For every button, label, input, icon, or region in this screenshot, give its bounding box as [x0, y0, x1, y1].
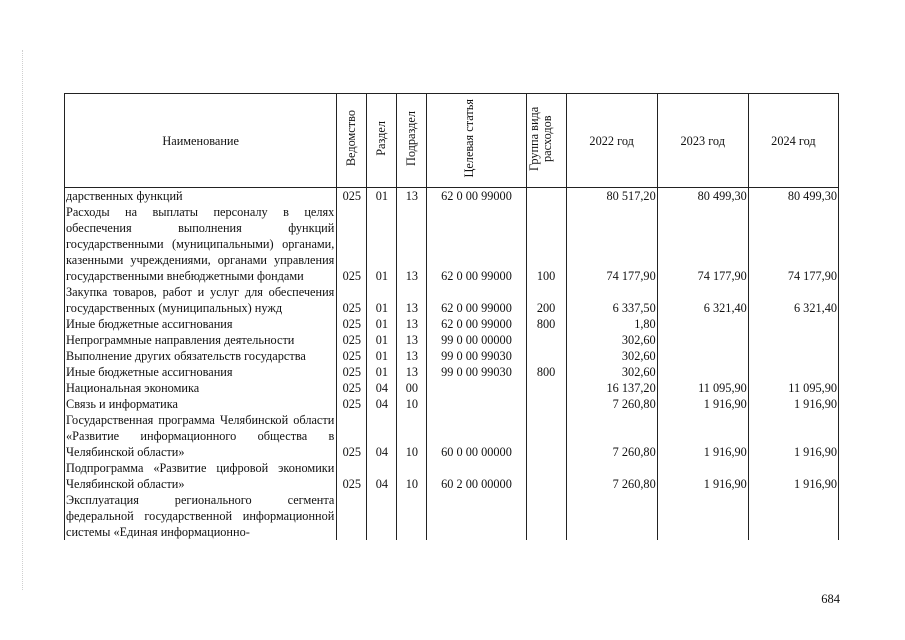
row-amount-2024: [748, 316, 838, 332]
row-amount-2023: [657, 316, 748, 332]
row-amount-2023: 6 321,40: [657, 284, 748, 316]
row-amount-2022: 302,60: [566, 364, 657, 380]
row-razdel: 01: [367, 364, 397, 380]
page-number: 684: [821, 592, 840, 606]
header-celevaya-statya: Целевая статья: [427, 94, 526, 188]
row-vedomstvo: 025: [337, 364, 367, 380]
table-row: [65, 492, 839, 540]
row-amount-2022: 7 260,80: [566, 460, 657, 492]
row-gruppa-vida-rashodov: 200: [526, 284, 566, 316]
row-name: Национальная экономика: [65, 380, 337, 396]
row-name: Непрограммные направления деятельности: [65, 332, 337, 348]
row-podrazdel: 13: [397, 204, 427, 284]
table-row: [65, 412, 839, 460]
row-amount-2022: 16 137,20: [566, 380, 657, 396]
row-amount-2024: [748, 348, 838, 364]
row-amount-2024: 80 499,30: [748, 188, 838, 205]
row-razdel: 04: [367, 460, 397, 492]
row-celevaya-statya: 62 0 00 99000: [427, 284, 526, 316]
table-row: [65, 364, 839, 380]
table-row: [65, 348, 839, 364]
header-razdel: Раздел: [367, 94, 397, 188]
budget-table: [64, 93, 839, 540]
row-celevaya-statya: [427, 380, 526, 396]
row-amount-2024: [748, 332, 838, 348]
row-name: Расходы на выплаты персоналу в целях обеспечения выполнения функций государственными (муниципальными) органами, казенными учреждениями, органами управления государственными внебюджетными фондами: [65, 204, 337, 284]
row-celevaya-statya: 62 0 00 99000: [427, 188, 526, 205]
row-podrazdel: 13: [397, 364, 427, 380]
header-gruppa-vida-rashodov: Группа вида расходов: [526, 94, 566, 188]
row-name: Государственная программа Челябинской области «Развитие информационного общества в Челябинской области»: [65, 412, 337, 460]
row-razdel: 01: [367, 284, 397, 316]
row-amount-2022: 6 337,50: [566, 284, 657, 316]
row-vedomstvo: 025: [337, 396, 367, 412]
row-vedomstvo: 025: [337, 332, 367, 348]
row-amount-2022: 302,60: [566, 332, 657, 348]
row-gruppa-vida-rashodov: [526, 332, 566, 348]
row-name: Иные бюджетные ассигнования: [65, 316, 337, 332]
margin-fold-line: [22, 50, 23, 590]
row-razdel: 01: [367, 204, 397, 284]
row-gruppa-vida-rashodov: 100: [526, 204, 566, 284]
row-amount-2023: [657, 348, 748, 364]
row-amount-2022: 7 260,80: [566, 412, 657, 460]
header-year-2024: 2024 год: [748, 94, 838, 188]
row-amount-2024: [748, 492, 838, 540]
row-amount-2024: 11 095,90: [748, 380, 838, 396]
row-amount-2023: [657, 492, 748, 540]
row-amount-2023: 80 499,30: [657, 188, 748, 205]
row-podrazdel: 00: [397, 380, 427, 396]
row-gruppa-vida-rashodov: [526, 396, 566, 412]
row-amount-2024: 74 177,90: [748, 204, 838, 284]
row-name: Подпрограмма «Развитие цифровой экономики Челябинской области»: [65, 460, 337, 492]
table-header-row: [65, 94, 839, 188]
row-amount-2022: 80 517,20: [566, 188, 657, 205]
row-razdel: 04: [367, 380, 397, 396]
row-podrazdel: 13: [397, 188, 427, 205]
row-gruppa-vida-rashodov: [526, 412, 566, 460]
row-celevaya-statya: 60 0 00 00000: [427, 412, 526, 460]
row-podrazdel: [397, 492, 427, 540]
row-gruppa-vida-rashodov: [526, 188, 566, 205]
row-celevaya-statya: 62 0 00 99000: [427, 204, 526, 284]
row-celevaya-statya: [427, 396, 526, 412]
row-gruppa-vida-rashodov: 800: [526, 364, 566, 380]
row-podrazdel: 13: [397, 332, 427, 348]
row-amount-2024: 1 916,90: [748, 460, 838, 492]
header-year-2022: 2022 год: [566, 94, 657, 188]
row-podrazdel: 10: [397, 396, 427, 412]
row-celevaya-statya: [427, 492, 526, 540]
row-amount-2023: 1 916,90: [657, 460, 748, 492]
row-amount-2024: 1 916,90: [748, 396, 838, 412]
row-vedomstvo: 025: [337, 284, 367, 316]
row-name: дарственных функций: [65, 188, 337, 205]
row-vedomstvo: 025: [337, 412, 367, 460]
row-vedomstvo: 025: [337, 380, 367, 396]
row-name: Закупка товаров, работ и услуг для обеспечения государственных (муниципальных) нужд: [65, 284, 337, 316]
row-razdel: 04: [367, 396, 397, 412]
row-amount-2023: [657, 332, 748, 348]
row-vedomstvo: [337, 492, 367, 540]
header-vedomstvo: Ведомство: [337, 94, 367, 188]
row-amount-2022: 1,80: [566, 316, 657, 332]
row-podrazdel: 10: [397, 412, 427, 460]
row-amount-2023: [657, 364, 748, 380]
row-celevaya-statya: 62 0 00 99000: [427, 316, 526, 332]
row-amount-2024: 1 916,90: [748, 412, 838, 460]
row-name: Связь и информатика: [65, 396, 337, 412]
table-row: [65, 204, 839, 284]
table-row: [65, 316, 839, 332]
row-razdel: 01: [367, 348, 397, 364]
budget-table-page: [64, 93, 839, 580]
row-vedomstvo: 025: [337, 316, 367, 332]
row-gruppa-vida-rashodov: [526, 348, 566, 364]
header-year-2023: 2023 год: [657, 94, 748, 188]
row-name: Иные бюджетные ассигнования: [65, 364, 337, 380]
row-amount-2022: 74 177,90: [566, 204, 657, 284]
row-amount-2023: 1 916,90: [657, 412, 748, 460]
table-row: [65, 396, 839, 412]
table-row: [65, 284, 839, 316]
row-podrazdel: 13: [397, 284, 427, 316]
row-razdel: 01: [367, 316, 397, 332]
row-amount-2023: 11 095,90: [657, 380, 748, 396]
row-razdel: 01: [367, 332, 397, 348]
row-vedomstvo: 025: [337, 188, 367, 205]
row-podrazdel: 10: [397, 460, 427, 492]
row-razdel: 04: [367, 412, 397, 460]
row-celevaya-statya: 99 0 00 99030: [427, 364, 526, 380]
row-amount-2024: 6 321,40: [748, 284, 838, 316]
header-podrazdel: Подраздел: [397, 94, 427, 188]
table-row: [65, 332, 839, 348]
row-celevaya-statya: 99 0 00 99030: [427, 348, 526, 364]
row-name: Эксплуатация регионального сегмента федеральной государственной информационной системы «Единая информационно-: [65, 492, 337, 540]
row-name: Выполнение других обязательств государства: [65, 348, 337, 364]
row-celevaya-statya: 60 2 00 00000: [427, 460, 526, 492]
row-vedomstvo: 025: [337, 460, 367, 492]
row-amount-2023: 74 177,90: [657, 204, 748, 284]
row-gruppa-vida-rashodov: [526, 380, 566, 396]
row-amount-2022: [566, 492, 657, 540]
row-gruppa-vida-rashodov: [526, 460, 566, 492]
table-row: [65, 460, 839, 492]
row-celevaya-statya: 99 0 00 00000: [427, 332, 526, 348]
table-row: [65, 188, 839, 205]
header-name: Наименование: [65, 94, 337, 188]
row-amount-2024: [748, 364, 838, 380]
row-vedomstvo: 025: [337, 348, 367, 364]
row-podrazdel: 13: [397, 348, 427, 364]
row-podrazdel: 13: [397, 316, 427, 332]
row-amount-2022: 7 260,80: [566, 396, 657, 412]
row-gruppa-vida-rashodov: 800: [526, 316, 566, 332]
row-razdel: 01: [367, 188, 397, 205]
table-row: [65, 380, 839, 396]
row-razdel: [367, 492, 397, 540]
row-amount-2023: 1 916,90: [657, 396, 748, 412]
row-gruppa-vida-rashodov: [526, 492, 566, 540]
row-amount-2022: 302,60: [566, 348, 657, 364]
row-vedomstvo: 025: [337, 204, 367, 284]
